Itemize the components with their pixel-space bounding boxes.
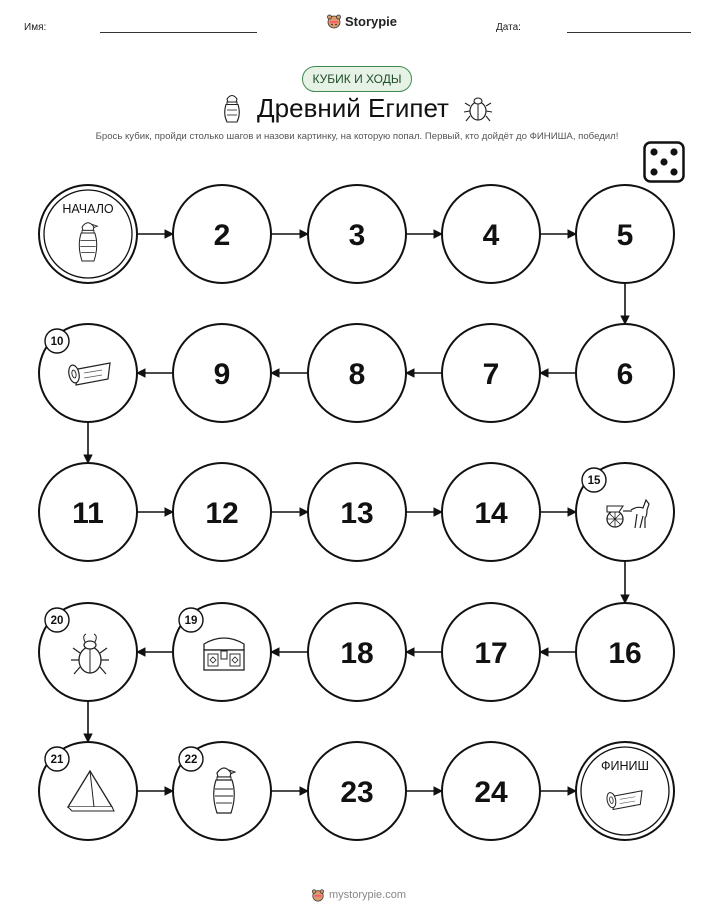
instructions-text: Брось кубик, пройди столько шагов и назови картинку, на которую попал. Первый, кто дойдёт до ФИНИША, победил! xyxy=(95,131,619,142)
board-cell xyxy=(442,324,540,422)
cell-number: 15 xyxy=(587,475,601,488)
cell-number: 23 xyxy=(340,776,374,809)
board-cell xyxy=(308,463,406,561)
footer xyxy=(311,888,406,902)
cell-number: 18 xyxy=(340,637,374,670)
cell-number: 3 xyxy=(348,219,366,252)
board-cell xyxy=(173,742,271,840)
board-cell xyxy=(442,603,540,701)
board-cell xyxy=(173,324,271,422)
board-cell xyxy=(308,742,406,840)
cell-finish xyxy=(576,742,674,840)
footer-url[interactable]: mystorypie.com xyxy=(329,889,407,901)
cell-number: 2 xyxy=(213,219,231,252)
board-cell xyxy=(308,603,406,701)
cell-number: 24 xyxy=(474,776,508,809)
board-cell xyxy=(39,742,137,840)
cell-number: 19 xyxy=(184,615,198,628)
cell-number: 21 xyxy=(50,754,64,767)
page-title: Древний Египет xyxy=(257,92,449,123)
cell-number: 8 xyxy=(348,358,366,391)
date-label: Дата: xyxy=(496,22,521,33)
cell-number: 20 xyxy=(50,615,64,628)
cell-label: НАЧАЛО xyxy=(62,202,114,216)
board-cell xyxy=(39,324,137,422)
game-type-badge: КУБИК И ХОДЫ xyxy=(302,66,413,92)
cell-number: 16 xyxy=(608,637,642,670)
cell-number: 13 xyxy=(340,497,374,530)
brand-name: Storypie xyxy=(345,13,398,29)
board-cell xyxy=(39,463,137,561)
cell-number: 7 xyxy=(482,358,500,391)
storypie-bear-icon xyxy=(311,888,325,902)
cell-number: 22 xyxy=(184,754,198,767)
cell-number: 6 xyxy=(616,358,634,391)
cell-number: 12 xyxy=(205,497,239,530)
board-cell xyxy=(442,742,540,840)
name-label: Имя: xyxy=(24,22,47,33)
cell-label: ФИНИШ xyxy=(601,759,649,773)
board-cell xyxy=(173,185,271,283)
board-cell xyxy=(576,463,674,561)
board-cell xyxy=(576,324,674,422)
board-cell xyxy=(442,463,540,561)
treasure-chest-icon xyxy=(204,638,244,670)
cell-number: 14 xyxy=(474,497,508,530)
board-cell xyxy=(576,185,674,283)
board-cell xyxy=(173,603,271,701)
cell-number: 17 xyxy=(474,637,508,670)
cell-number: 5 xyxy=(616,219,634,252)
board-cell xyxy=(39,603,137,701)
board-cell xyxy=(308,185,406,283)
cell-number: 9 xyxy=(213,358,231,391)
board-cell xyxy=(308,324,406,422)
cell-number: 11 xyxy=(72,497,104,530)
board-cell xyxy=(442,185,540,283)
cell-number: 4 xyxy=(482,219,500,252)
cell-start xyxy=(39,185,137,283)
board-cell xyxy=(173,463,271,561)
cell-number: 10 xyxy=(50,336,64,349)
board-cell xyxy=(576,603,674,701)
